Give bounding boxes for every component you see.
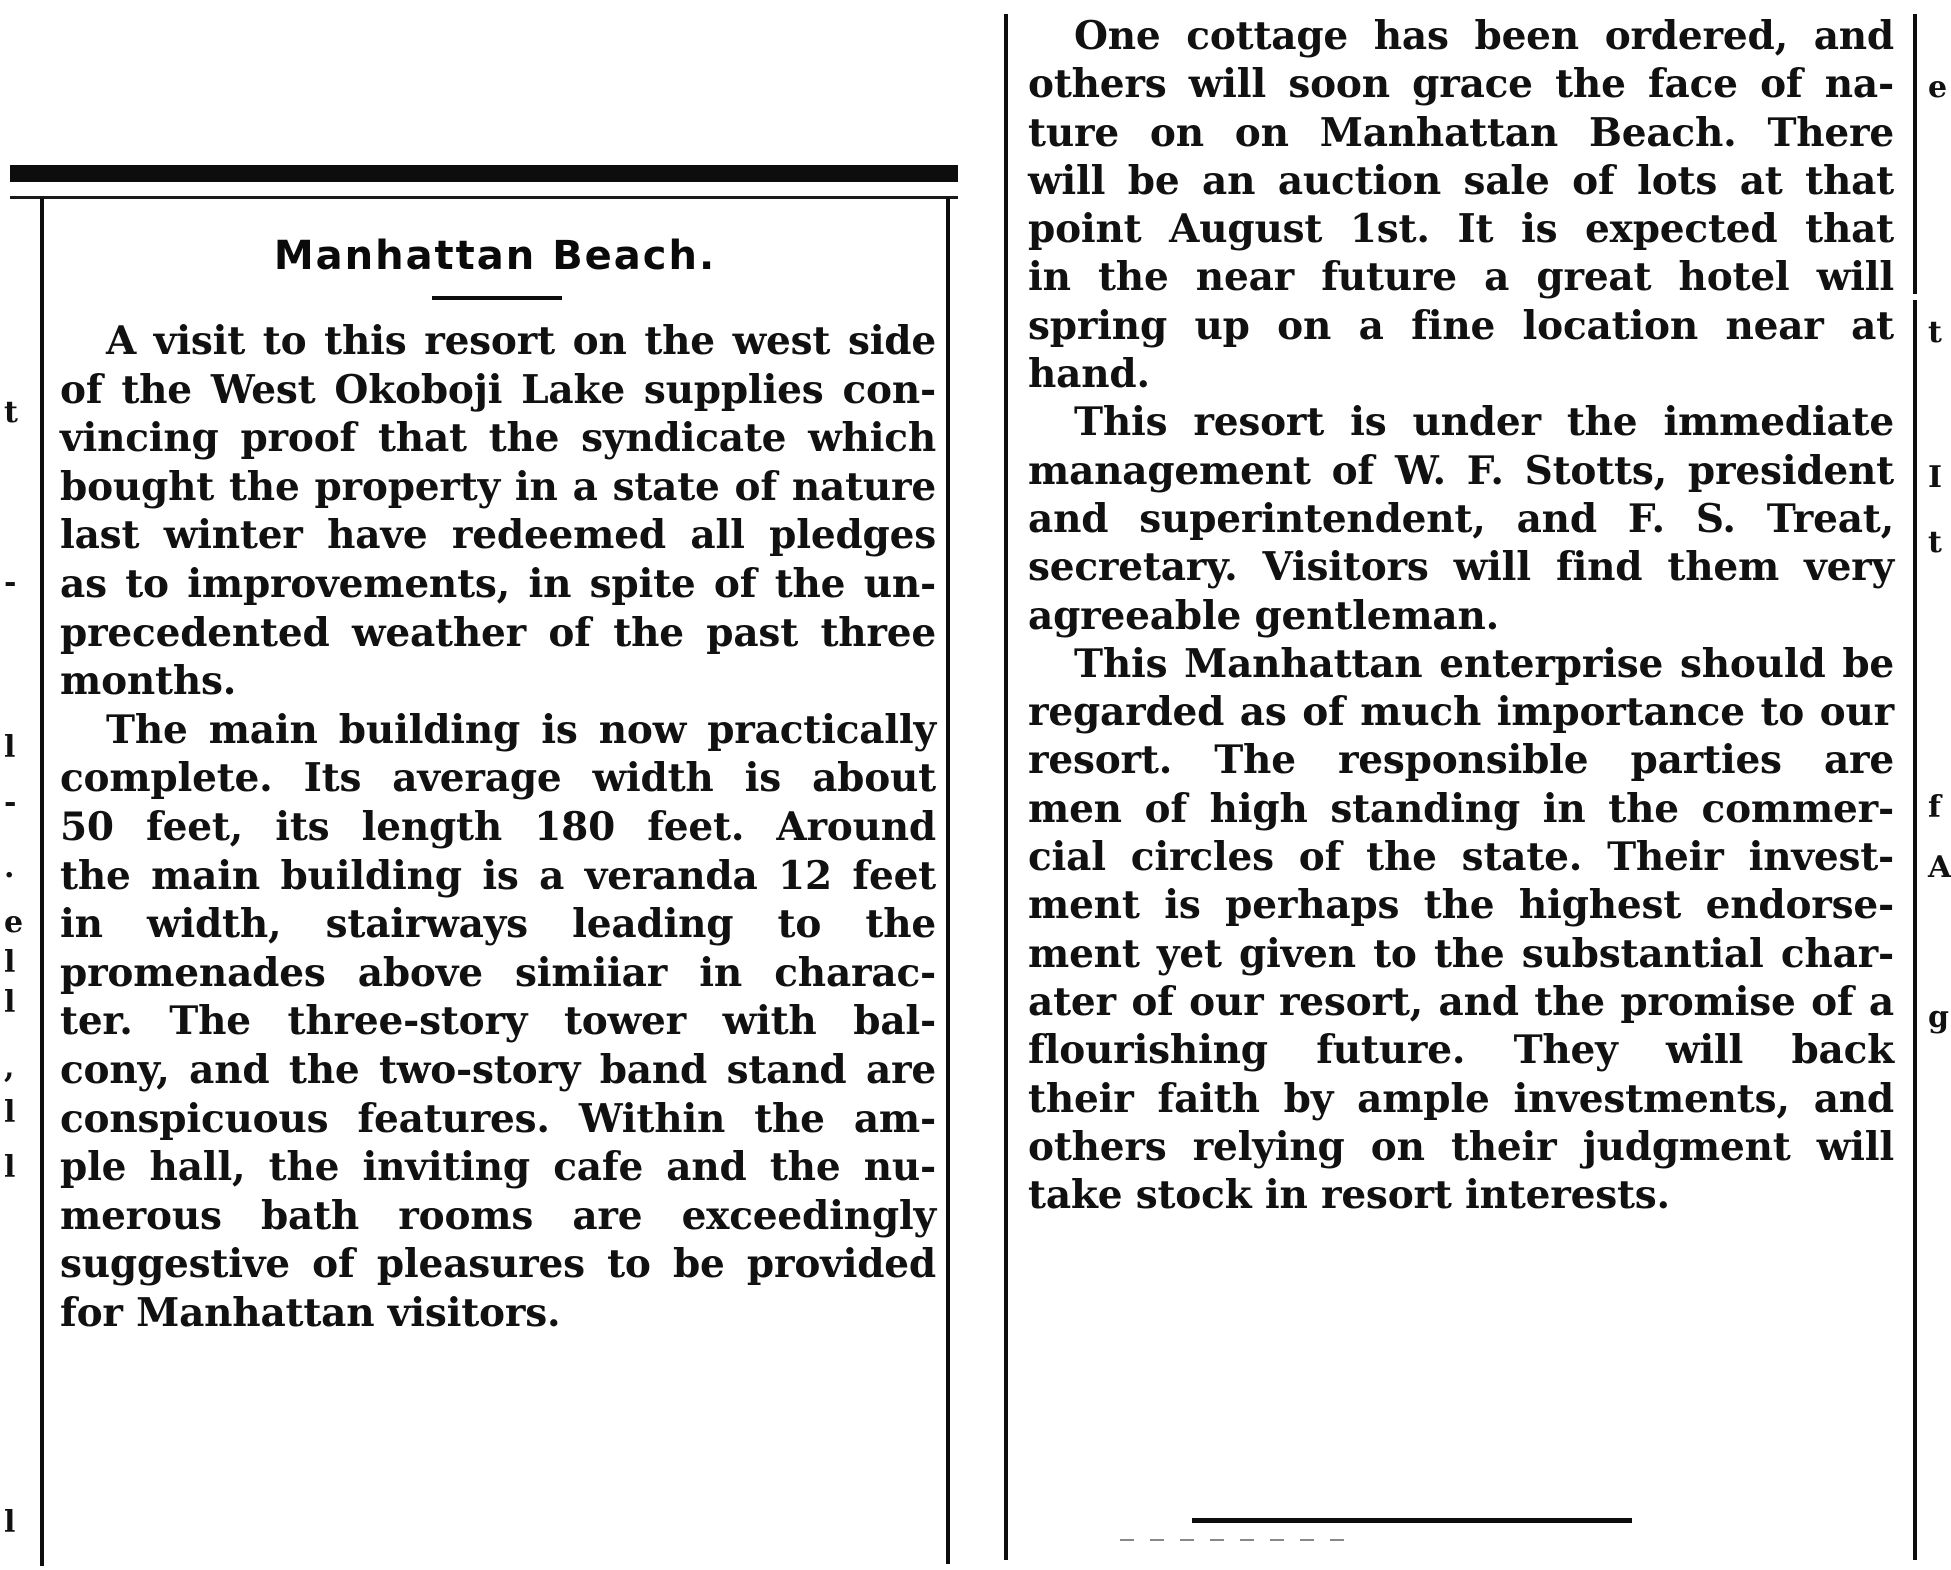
text-line: The main building is now practically <box>106 706 936 753</box>
cut-off-glyph: e <box>4 905 24 940</box>
article-paragraph <box>1028 12 1894 398</box>
text-line: A visit to this resort on the west side <box>106 318 936 364</box>
headline-underline-rule <box>432 296 562 300</box>
cut-off-glyph: - <box>4 785 17 820</box>
cut-off-glyph: , <box>4 1050 15 1085</box>
left-column-left-border <box>40 198 44 1566</box>
cut-off-glyph: l <box>4 1505 16 1540</box>
text-line: 50 feet, its length 180 feet. Around <box>60 803 936 850</box>
right-article-column <box>1028 12 1894 1219</box>
cut-off-glyph: t <box>1928 315 1942 350</box>
text-line: point August 1st. It is expected that <box>1028 206 1894 253</box>
cut-off-glyph: l <box>4 1095 16 1130</box>
cut-off-glyph: A <box>1928 850 1951 885</box>
text-line: ple hall, the inviting cafe and the nu- <box>60 1144 936 1191</box>
text-line: One cottage has been ordered, and <box>1074 13 1894 59</box>
right-column-right-border-lower <box>1913 300 1917 1560</box>
text-line: cony, and the two-story band stand are <box>60 1046 936 1093</box>
text-line: others relying on their judgment will <box>1028 1123 1894 1170</box>
article-paragraph <box>60 706 936 1338</box>
cut-off-glyph: - <box>4 565 17 600</box>
faded-dashed-rule <box>1120 1539 1350 1541</box>
text-line: management of W. F. Stotts, president <box>1028 447 1894 494</box>
text-line: ment yet given to the substantial char- <box>1028 930 1894 977</box>
text-line: cial circles of the state. Their invest- <box>1028 834 1894 881</box>
cut-off-glyph: t <box>1928 525 1942 560</box>
cut-off-glyph: I <box>1928 460 1943 495</box>
text-line: ment is perhaps the highest endorse- <box>1028 882 1894 929</box>
text-line: promenades above simiiar in charac- <box>60 949 936 996</box>
text-line: months. <box>60 658 237 705</box>
text-line: ter. The three-story tower with bal- <box>60 998 936 1045</box>
text-line: will be an auction sale of lots at that <box>1028 157 1894 204</box>
text-line: conspicuous features. Within the am- <box>60 1095 936 1142</box>
text-line: as to improvements, in spite of the un- <box>60 560 936 607</box>
text-line: complete. Its average width is about <box>60 755 936 802</box>
text-line: last winter have redeemed all pledges <box>60 512 936 559</box>
article-paragraph <box>1028 398 1894 639</box>
text-line: hand. <box>1028 351 1150 398</box>
text-line: spring up on a fine location near at <box>1028 302 1894 349</box>
text-line: and superintendent, and F. S. Treat, <box>1028 495 1894 542</box>
text-line: This Manhattan enterprise should be <box>1074 640 1894 687</box>
article-end-rule <box>1192 1518 1632 1523</box>
left-column-right-border <box>946 198 950 1564</box>
text-line: regarded as of much importance to our <box>1028 689 1894 736</box>
text-line: men of high standing in the commer- <box>1028 785 1894 832</box>
top-thick-rule <box>10 165 958 182</box>
text-line: secretary. Visitors will find them very <box>1028 544 1894 591</box>
text-line: for Manhattan visitors. <box>60 1289 561 1336</box>
text-line: others will soon grace the face of na- <box>1028 61 1894 108</box>
text-line: the main building is a veranda 12 feet <box>60 852 936 899</box>
cut-off-glyph: . <box>4 850 15 885</box>
text-line: bought the property in a state of nature <box>60 463 936 510</box>
text-line: of the West Okoboji Lake supplies con- <box>60 366 936 413</box>
cut-off-glyph: l <box>4 945 16 980</box>
text-line: ture on on Manhattan Beach. There <box>1028 109 1894 156</box>
article-headline: Manhattan Beach. <box>273 233 717 279</box>
cut-off-glyph: f <box>1928 790 1941 825</box>
cut-off-glyph: t <box>4 395 18 430</box>
right-column-left-border <box>1004 14 1008 1560</box>
text-line: their faith by ample investments, and <box>1028 1075 1894 1122</box>
text-line: resort. The responsible parties are <box>1028 737 1894 784</box>
cut-off-glyph: l <box>4 1150 16 1185</box>
text-line: vincing proof that the syndicate which <box>60 415 936 462</box>
article-paragraph <box>60 317 936 706</box>
text-line: agreeable gentleman. <box>1028 592 1500 639</box>
text-line: ater of our resort, and the promise of a <box>1028 978 1894 1025</box>
cut-off-glyph: l <box>4 985 16 1020</box>
right-column-right-border-upper <box>1913 14 1917 294</box>
text-line: take stock in resort interests. <box>1028 1172 1670 1219</box>
cut-off-glyph: g <box>1928 1000 1949 1035</box>
text-line: precedented weather of the past three <box>60 609 936 656</box>
text-line: in the near future a great hotel will <box>1028 254 1894 301</box>
text-line: merous bath rooms are exceedingly <box>60 1192 936 1239</box>
cut-off-glyph: e <box>1928 70 1948 105</box>
article-paragraph <box>1028 640 1894 1220</box>
top-thin-rule <box>10 196 958 199</box>
left-article-column <box>60 317 936 1337</box>
cut-off-glyph: l <box>4 730 16 765</box>
text-line: flourishing future. They will back <box>1028 1027 1894 1074</box>
text-line: suggestive of pleasures to be provided <box>60 1241 936 1288</box>
text-line: This resort is under the immediate <box>1074 399 1894 446</box>
text-line: in width, stairways leading to the <box>60 901 936 948</box>
